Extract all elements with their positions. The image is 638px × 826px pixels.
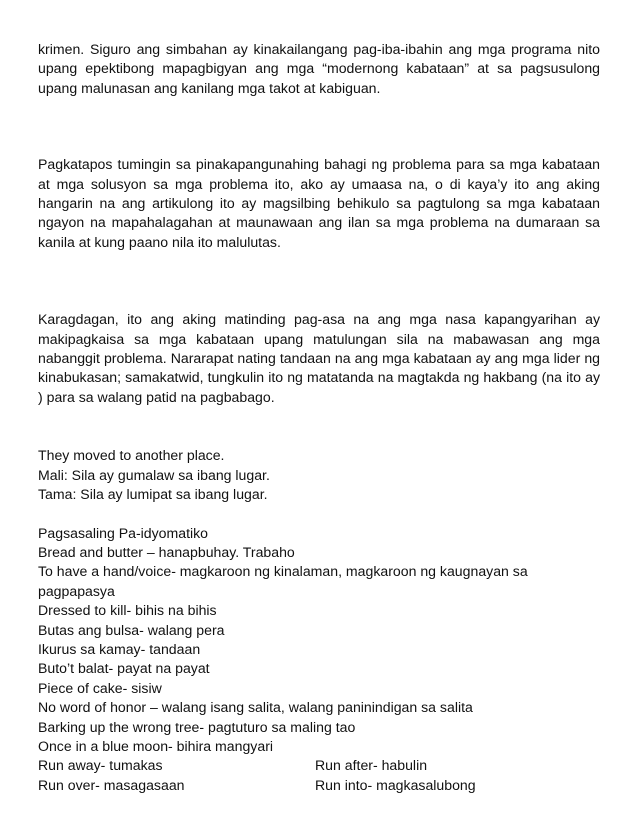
idiom-list xyxy=(38,524,600,796)
idiom-item: Ikurus sa kamay- tandaan xyxy=(38,640,201,657)
idiom-pair-right: Run after- habulin xyxy=(315,757,428,774)
paragraph-1: krimen. Siguro ang simbahan ay kinakailangang pag-iba-ibahin ang mga programa nito upang epektibong mapagbigyan ang mga “modernong kabataan” at sa pagsusulong upang malunasan ang kanilang mga takot at kabiguan. xyxy=(38,41,600,96)
example-wrong: Mali: Sila ay gumalaw sa ibang lugar. xyxy=(38,466,270,483)
spacer xyxy=(38,252,600,310)
idiom-item: Butas ang bulsa- walang pera xyxy=(38,621,225,638)
idiom-pair-row xyxy=(38,776,600,795)
idiom-pair-left: Run over- masagasaan xyxy=(38,776,185,793)
idiom-item: Piece of cake- sisiw xyxy=(38,679,162,696)
example-right: Tama: Sila ay lumipat sa ibang lugar. xyxy=(38,486,268,503)
spacer xyxy=(38,98,600,155)
idiom-pair-right: Run into- magkasalubong xyxy=(315,776,476,793)
idiom-pair-left: Run away- tumakas xyxy=(38,757,163,774)
idiom-item: To have a hand/voice- magkaroon ng kinalaman, magkaroon ng kaugnayan sa pagpapasya xyxy=(38,563,528,599)
paragraph-3: Karagdagan, ito ang aking matinding pag-asa na ang mga nasa kapangyarihan ay makipagkaisa sa mga kabataan upang matulungan sila na mabawasan ang mga nabanggit problema. Nararapat nating tandaan na ang mga kabataan ay ang mga lider ng kinabukasan; samakatwid, tungkulin ito ng matatanda na magtakda ng hakbang (na ito ay ) para sa walang patid na pagbabago. xyxy=(38,311,600,405)
translation-example xyxy=(38,446,600,504)
idiom-item: Buto’t balat- payat na payat xyxy=(38,660,210,677)
idiom-item: No word of honor – walang isang salita, walang paninindigan sa salita xyxy=(38,699,473,716)
example-sentence: They moved to another place. xyxy=(38,447,225,464)
idiom-heading: Pagsasaling Pa-idyomatiko xyxy=(38,524,208,541)
idiom-pair-row xyxy=(38,756,600,775)
spacer xyxy=(38,505,600,524)
idiom-item: Dressed to kill- bihis na bihis xyxy=(38,602,217,619)
idiom-item: Barking up the wrong tree- pagtuturo sa maling tao xyxy=(38,718,356,735)
idiom-item: Once in a blue moon- bihira mangyari xyxy=(38,737,274,754)
spacer xyxy=(38,407,600,446)
idiom-item: Bread and butter – hanapbuhay. Trabaho xyxy=(38,543,295,560)
paragraph-2: Pagkatapos tumingin sa pinakapangunahing bahagi ng problema para sa mga kabataan at mga solusyon sa mga problema ito, ako ay umaasa na, o di kaya’y ito ang aking hangarin na ang artikulong ito ay magsilbing behikulo sa pagtulong sa mga kabataan ngayon na mapahalagahan at maunawaan ang ilan sa mga problema na dumaraan sa kanila at kung paano nila ito malulutas. xyxy=(38,156,600,250)
